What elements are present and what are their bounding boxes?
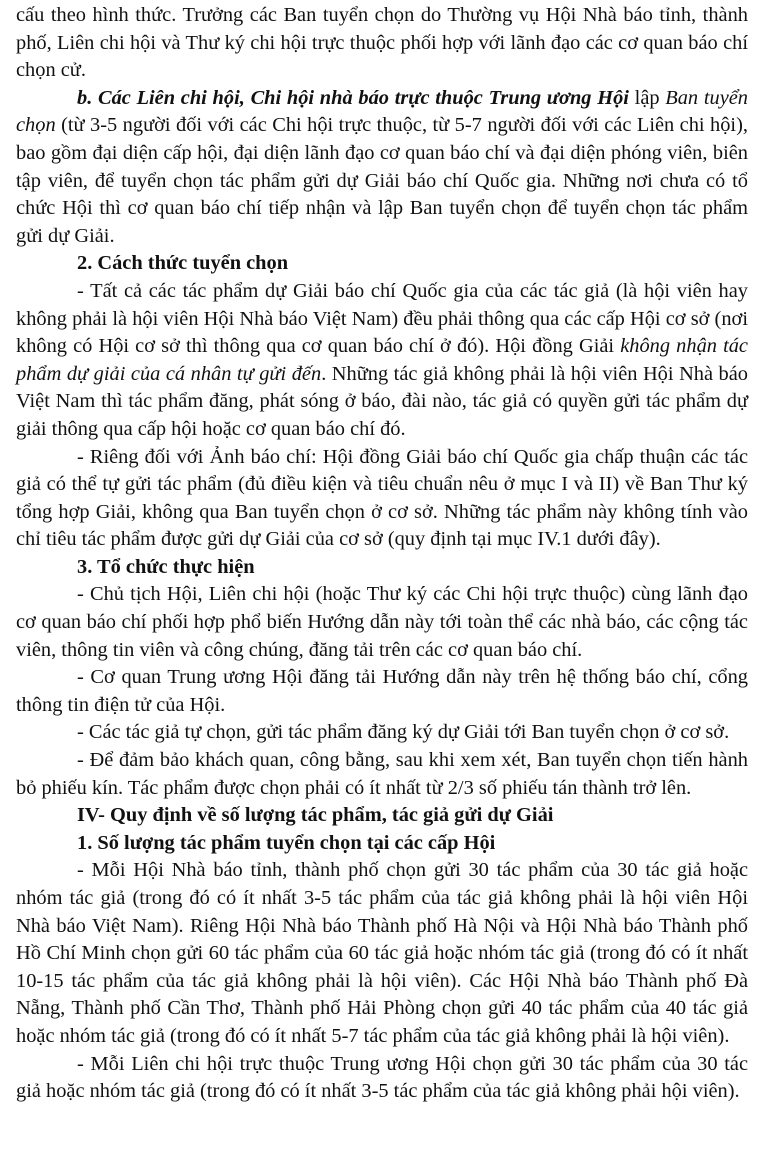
section-b-italic-term: Ban tuyển chọn: [16, 86, 748, 137]
paragraph-branch-quota: - Mỗi Liên chi hội trực thuộc Trung ương Hội chọn gửi 30 tác phẩm của 30 tác giả hoặc nhóm tác giả (trong đó có ít nhất 3-5 tác phẩm của tác giả không phải hội viên).: [16, 1052, 748, 1103]
section-b-body: (từ 3-5 người đối với các Chi hội trực thuộc, từ 5-7 người đối với các Liên chi hội), bao gồm đại diện cấp hội, đại diện lãnh đạo cơ quan báo chí và đại diện phóng viên, biên tập viên, để tuyển chọn tác phẩm gửi dự Giải báo chí Quốc gia. Những nơi chưa có tổ chức Hội thì cơ quan báo chí tiếp nhận và lập Ban tuyển chọn để tuyển chọn tác phẩm gửi dự Giải.: [16, 114, 748, 247]
paragraph-chairman: - Chủ tịch Hội, Liên chi hội (hoặc Thư ký các Chi hội trực thuộc) cùng lãnh đạo cơ quan báo chí phối hợp phổ biến Hướng dẫn này tới toàn thể các nhà báo, các cộng tác viên, thông tin viên và công chúng, đăng tải trên các cơ quan báo chí.: [16, 583, 748, 661]
paragraph-authors-self-select: - Các tác giả tự chọn, gửi tác phẩm đăng ký dự Giải tới Ban tuyển chọn ở cơ sở.: [77, 721, 730, 744]
heading-entry-quantity: 1. Số lượng tác phẩm tuyển chọn tại các cấp Hội: [77, 831, 496, 854]
heading-selection-method: 2. Cách thức tuyển chọn: [77, 252, 289, 275]
all-entries-italic: không nhận tác phẩm dự giải của cá nhân tự gửi đến: [16, 335, 748, 385]
paragraph-provincial-quota: - Mỗi Hội Nhà báo tỉnh, thành phố chọn gửi 30 tác phẩm của 30 tác giả hoặc nhóm tác giả (trong đó có ít nhất 3-5 tác phẩm của tác giả không phải là hội viên Hội Nhà báo Việt Nam). Riêng Hội Nhà báo Thành phố Hà Nội và Hội Nhà báo Thành phố Hồ Chí Minh chọn gửi 60 tác phẩm của 60 tác giả hoặc nhóm tác giả (trong đó có ít nhất 10-15 tác phẩm của tác giả không phải là hội viên). Các Hội Nhà báo Thành phố Đà Nẵng, Thành phố Cần Thơ, Thành phố Hải Phòng chọn gửi 40 tác phẩm của 40 tác giả hoặc nhóm tác giả (trong đó có ít nhất 5-7 tác phẩm của tác giả không phải là hội viên).: [16, 859, 748, 1047]
all-entries-part-2: . Những tác giả không phải là hội viên Hội Nhà báo Việt Nam thì tác phẩm đăng, phát sóng ở báo, đài nào, tác giả có quyền gửi tác phẩm dự giải thông qua cấp hội hoặc cơ quan báo chí đó.: [16, 362, 748, 440]
section-b-connector: lập: [628, 86, 666, 109]
paragraph-photo-journalism: - Riêng đối với Ảnh báo chí: Hội đồng Giải báo chí Quốc gia chấp thuận các tác giả có thể tự gửi tác phẩm (đủ điều kiện và tiêu chuẩn nêu ở mục I và II) về Ban Thư ký tổng hợp Giải, không qua Ban tuyển chọn ở cơ sở. Những tác phẩm này không tính vào chỉ tiêu tác phẩm được gửi dự Giải của cơ sở (quy định tại mục IV.1 dưới đây).: [16, 445, 748, 551]
heading-section-iv: IV- Quy định về số lượng tác phẩm, tác giả gửi dự Giải: [77, 804, 554, 827]
paragraph-central-agency: - Cơ quan Trung ương Hội đăng tải Hướng dẫn này trên hệ thống báo chí, cổng thông tin điện tử của Hội.: [16, 666, 748, 716]
paragraph-continuation: cấu theo hình thức. Trưởng các Ban tuyển chọn do Thường vụ Hội Nhà báo tỉnh, thành phố, Liên chi hội và Thư ký chi hội trực thuộc phối hợp với lãnh đạo các cơ quan báo chí chọn cử.: [16, 4, 748, 82]
paragraph-section-b: [16, 85, 748, 251]
paragraph-secret-ballot: - Để đảm bảo khách quan, công bằng, sau khi xem xét, Ban tuyển chọn tiến hành bỏ phiếu kín. Tác phẩm được chọn phải có ít nhất từ 2/3 số phiếu tán thành trở lên.: [16, 749, 748, 799]
heading-implementation: 3. Tổ chức thực hiện: [77, 555, 255, 578]
all-entries-part-1: - Tất cả các tác phẩm dự Giải báo chí Quốc gia của các tác giả (là hội viên hay không phải là hội viên Hội Nhà báo Việt Nam) đều phải thông qua các cấp Hội cơ sở (nơi không có Hội cơ sở thì thông qua cơ quan báo chí ở đó). Hội đồng Giải: [16, 279, 748, 358]
paragraph-all-entries: [16, 278, 748, 444]
section-b-lead: b. Các Liên chi hội, Chi hội nhà báo trực thuộc Trung ương Hội: [77, 86, 629, 109]
